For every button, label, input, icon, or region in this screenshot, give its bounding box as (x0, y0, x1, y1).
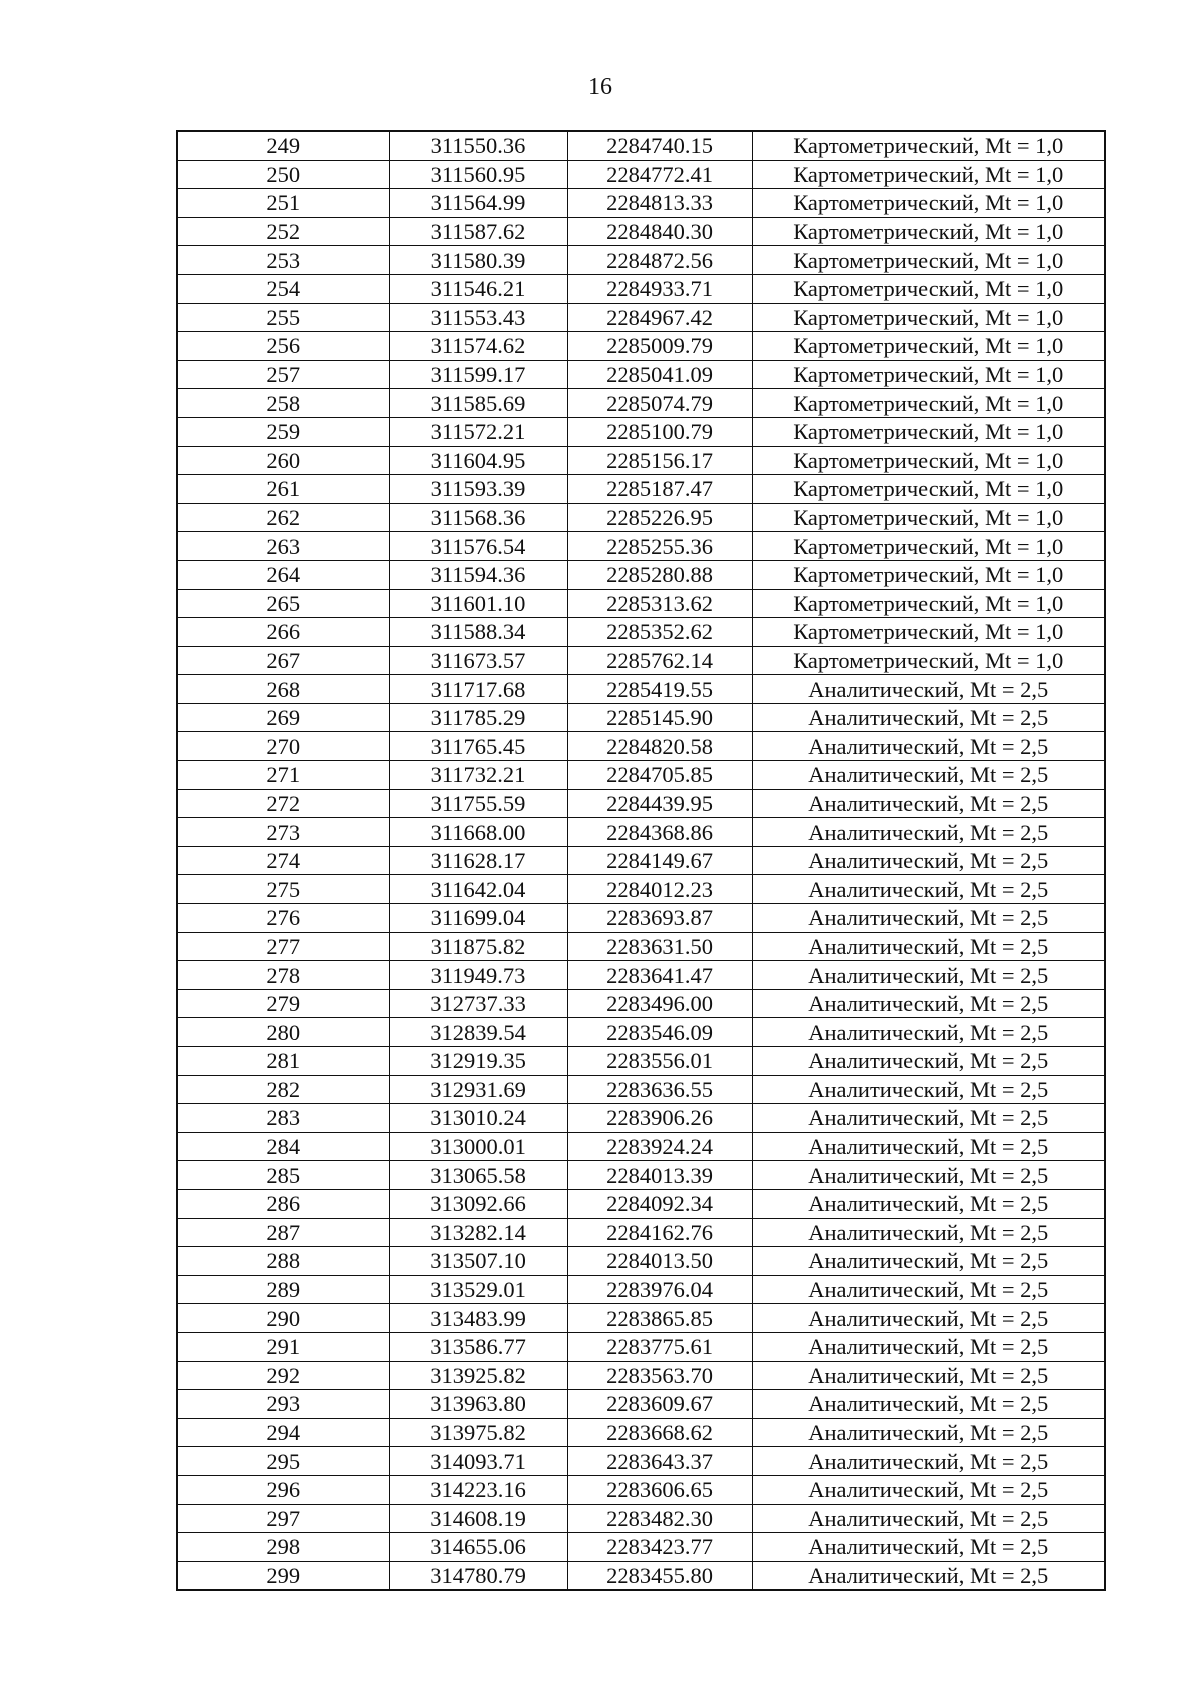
point-number-cell: 279 (177, 989, 389, 1018)
point-number-cell: 267 (177, 646, 389, 675)
y-coordinate-cell: 2284772.41 (567, 160, 752, 189)
table-row (177, 761, 1105, 790)
x-coordinate-cell: 311572.21 (389, 417, 567, 446)
x-coordinate-cell: 312931.69 (389, 1075, 567, 1104)
y-coordinate-cell: 2284820.58 (567, 732, 752, 761)
x-coordinate-cell: 312919.35 (389, 1047, 567, 1076)
point-number-cell: 286 (177, 1189, 389, 1218)
point-number-cell: 278 (177, 961, 389, 990)
method-cell: Картометрический, Mt = 1,0 (752, 160, 1105, 189)
table-row (177, 189, 1105, 218)
table-row (177, 1218, 1105, 1247)
point-number-cell: 293 (177, 1390, 389, 1419)
point-number-cell: 265 (177, 589, 389, 618)
x-coordinate-cell: 311593.39 (389, 475, 567, 504)
x-coordinate-cell: 311553.43 (389, 303, 567, 332)
table-row (177, 618, 1105, 647)
table-row (177, 675, 1105, 704)
table-row (177, 1447, 1105, 1476)
x-coordinate-cell: 314093.71 (389, 1447, 567, 1476)
method-cell: Аналитический, Mt = 2,5 (752, 904, 1105, 933)
method-cell: Аналитический, Mt = 2,5 (752, 818, 1105, 847)
point-number-cell: 254 (177, 274, 389, 303)
y-coordinate-cell: 2285074.79 (567, 389, 752, 418)
x-coordinate-cell: 311717.68 (389, 675, 567, 704)
x-coordinate-cell: 314223.16 (389, 1475, 567, 1504)
table-row (177, 646, 1105, 675)
method-cell: Аналитический, Mt = 2,5 (752, 1304, 1105, 1333)
y-coordinate-cell: 2283865.85 (567, 1304, 752, 1333)
method-cell: Картометрический, Mt = 1,0 (752, 189, 1105, 218)
y-coordinate-cell: 2284967.42 (567, 303, 752, 332)
point-number-cell: 251 (177, 189, 389, 218)
x-coordinate-cell: 311765.45 (389, 732, 567, 761)
y-coordinate-cell: 2283609.67 (567, 1390, 752, 1419)
point-number-cell: 249 (177, 131, 389, 160)
table-row (177, 1018, 1105, 1047)
point-number-cell: 292 (177, 1361, 389, 1390)
x-coordinate-cell: 313586.77 (389, 1332, 567, 1361)
y-coordinate-cell: 2283606.65 (567, 1475, 752, 1504)
y-coordinate-cell: 2285187.47 (567, 475, 752, 504)
method-cell: Аналитический, Mt = 2,5 (752, 1132, 1105, 1161)
y-coordinate-cell: 2283976.04 (567, 1275, 752, 1304)
y-coordinate-cell: 2283423.77 (567, 1533, 752, 1562)
x-coordinate-cell: 314655.06 (389, 1533, 567, 1562)
y-coordinate-cell: 2284872.56 (567, 246, 752, 275)
x-coordinate-cell: 311599.17 (389, 360, 567, 389)
method-cell: Аналитический, Mt = 2,5 (752, 789, 1105, 818)
table-row (177, 274, 1105, 303)
table-row (177, 217, 1105, 246)
x-coordinate-cell: 311587.62 (389, 217, 567, 246)
y-coordinate-cell: 2285419.55 (567, 675, 752, 704)
y-coordinate-cell: 2285313.62 (567, 589, 752, 618)
method-cell: Аналитический, Mt = 2,5 (752, 932, 1105, 961)
method-cell: Аналитический, Mt = 2,5 (752, 1161, 1105, 1190)
point-number-cell: 270 (177, 732, 389, 761)
x-coordinate-cell: 311601.10 (389, 589, 567, 618)
x-coordinate-cell: 311564.99 (389, 189, 567, 218)
table-row (177, 732, 1105, 761)
x-coordinate-cell: 312839.54 (389, 1018, 567, 1047)
table-row (177, 989, 1105, 1018)
point-number-cell: 287 (177, 1218, 389, 1247)
table-row (177, 932, 1105, 961)
method-cell: Аналитический, Mt = 2,5 (752, 1275, 1105, 1304)
coordinates-table (176, 130, 1106, 1591)
y-coordinate-cell: 2283556.01 (567, 1047, 752, 1076)
y-coordinate-cell: 2283455.80 (567, 1561, 752, 1590)
method-cell: Картометрический, Mt = 1,0 (752, 417, 1105, 446)
method-cell: Картометрический, Mt = 1,0 (752, 274, 1105, 303)
table-row (177, 703, 1105, 732)
table-row (177, 503, 1105, 532)
point-number-cell: 290 (177, 1304, 389, 1333)
table-row (177, 1189, 1105, 1218)
y-coordinate-cell: 2284813.33 (567, 189, 752, 218)
method-cell: Картометрический, Mt = 1,0 (752, 646, 1105, 675)
point-number-cell: 288 (177, 1247, 389, 1276)
y-coordinate-cell: 2284149.67 (567, 846, 752, 875)
point-number-cell: 257 (177, 360, 389, 389)
table-row (177, 961, 1105, 990)
method-cell: Аналитический, Mt = 2,5 (752, 1475, 1105, 1504)
method-cell: Картометрический, Mt = 1,0 (752, 246, 1105, 275)
x-coordinate-cell: 311588.34 (389, 618, 567, 647)
table-row (177, 1161, 1105, 1190)
point-number-cell: 261 (177, 475, 389, 504)
y-coordinate-cell: 2284439.95 (567, 789, 752, 818)
point-number-cell: 280 (177, 1018, 389, 1047)
method-cell: Картометрический, Mt = 1,0 (752, 560, 1105, 589)
method-cell: Аналитический, Mt = 2,5 (752, 1218, 1105, 1247)
method-cell: Аналитический, Mt = 2,5 (752, 1018, 1105, 1047)
method-cell: Картометрический, Mt = 1,0 (752, 389, 1105, 418)
table-row (177, 131, 1105, 160)
point-number-cell: 259 (177, 417, 389, 446)
table-row (177, 360, 1105, 389)
point-number-cell: 260 (177, 446, 389, 475)
table-row (177, 1332, 1105, 1361)
point-number-cell: 253 (177, 246, 389, 275)
point-number-cell: 264 (177, 560, 389, 589)
point-number-cell: 263 (177, 532, 389, 561)
page-number: 16 (588, 74, 612, 100)
x-coordinate-cell: 311568.36 (389, 503, 567, 532)
x-coordinate-cell: 312737.33 (389, 989, 567, 1018)
y-coordinate-cell: 2285255.36 (567, 532, 752, 561)
table-row (177, 332, 1105, 361)
y-coordinate-cell: 2284740.15 (567, 131, 752, 160)
method-cell: Аналитический, Mt = 2,5 (752, 875, 1105, 904)
table-row (177, 389, 1105, 418)
y-coordinate-cell: 2283693.87 (567, 904, 752, 933)
point-number-cell: 273 (177, 818, 389, 847)
x-coordinate-cell: 313065.58 (389, 1161, 567, 1190)
x-coordinate-cell: 313282.14 (389, 1218, 567, 1247)
table-row (177, 532, 1105, 561)
x-coordinate-cell: 311755.59 (389, 789, 567, 818)
x-coordinate-cell: 314608.19 (389, 1504, 567, 1533)
x-coordinate-cell: 313975.82 (389, 1418, 567, 1447)
y-coordinate-cell: 2283631.50 (567, 932, 752, 961)
method-cell: Картометрический, Mt = 1,0 (752, 503, 1105, 532)
table-row (177, 1275, 1105, 1304)
table-row (177, 789, 1105, 818)
point-number-cell: 250 (177, 160, 389, 189)
x-coordinate-cell: 311576.54 (389, 532, 567, 561)
point-number-cell: 291 (177, 1332, 389, 1361)
x-coordinate-cell: 311628.17 (389, 846, 567, 875)
method-cell: Аналитический, Mt = 2,5 (752, 989, 1105, 1018)
point-number-cell: 277 (177, 932, 389, 961)
method-cell: Аналитический, Mt = 2,5 (752, 1561, 1105, 1590)
table-row (177, 1304, 1105, 1333)
y-coordinate-cell: 2284012.23 (567, 875, 752, 904)
point-number-cell: 275 (177, 875, 389, 904)
y-coordinate-cell: 2284162.76 (567, 1218, 752, 1247)
y-coordinate-cell: 2283496.00 (567, 989, 752, 1018)
method-cell: Картометрический, Mt = 1,0 (752, 618, 1105, 647)
method-cell: Картометрический, Mt = 1,0 (752, 589, 1105, 618)
x-coordinate-cell: 313529.01 (389, 1275, 567, 1304)
point-number-cell: 298 (177, 1533, 389, 1562)
y-coordinate-cell: 2283643.37 (567, 1447, 752, 1476)
y-coordinate-cell: 2283906.26 (567, 1104, 752, 1133)
y-coordinate-cell: 2285041.09 (567, 360, 752, 389)
table-row (177, 589, 1105, 618)
table-row (177, 1561, 1105, 1590)
method-cell: Картометрический, Mt = 1,0 (752, 332, 1105, 361)
table-row (177, 475, 1105, 504)
table-row (177, 160, 1105, 189)
point-number-cell: 262 (177, 503, 389, 532)
table-row (177, 846, 1105, 875)
x-coordinate-cell: 313000.01 (389, 1132, 567, 1161)
table-row (177, 1390, 1105, 1419)
method-cell: Аналитический, Mt = 2,5 (752, 1390, 1105, 1419)
point-number-cell: 284 (177, 1132, 389, 1161)
method-cell: Аналитический, Mt = 2,5 (752, 1418, 1105, 1447)
x-coordinate-cell: 311604.95 (389, 446, 567, 475)
x-coordinate-cell: 311785.29 (389, 703, 567, 732)
point-number-cell: 258 (177, 389, 389, 418)
point-number-cell: 283 (177, 1104, 389, 1133)
x-coordinate-cell: 311673.57 (389, 646, 567, 675)
y-coordinate-cell: 2285226.95 (567, 503, 752, 532)
table-row (177, 560, 1105, 589)
method-cell: Аналитический, Mt = 2,5 (752, 846, 1105, 875)
table-row (177, 1361, 1105, 1390)
method-cell: Картометрический, Mt = 1,0 (752, 217, 1105, 246)
y-coordinate-cell: 2284368.86 (567, 818, 752, 847)
point-number-cell: 299 (177, 1561, 389, 1590)
table-row (177, 1047, 1105, 1076)
method-cell: Аналитический, Mt = 2,5 (752, 675, 1105, 704)
x-coordinate-cell: 311875.82 (389, 932, 567, 961)
x-coordinate-cell: 311546.21 (389, 274, 567, 303)
x-coordinate-cell: 311585.69 (389, 389, 567, 418)
y-coordinate-cell: 2283482.30 (567, 1504, 752, 1533)
point-number-cell: 276 (177, 904, 389, 933)
x-coordinate-cell: 311668.00 (389, 818, 567, 847)
y-coordinate-cell: 2285009.79 (567, 332, 752, 361)
x-coordinate-cell: 313963.80 (389, 1390, 567, 1419)
method-cell: Аналитический, Mt = 2,5 (752, 1189, 1105, 1218)
x-coordinate-cell: 313483.99 (389, 1304, 567, 1333)
table-row (177, 1247, 1105, 1276)
x-coordinate-cell: 311594.36 (389, 560, 567, 589)
y-coordinate-cell: 2283668.62 (567, 1418, 752, 1447)
y-coordinate-cell: 2283924.24 (567, 1132, 752, 1161)
point-number-cell: 272 (177, 789, 389, 818)
point-number-cell: 294 (177, 1418, 389, 1447)
method-cell: Аналитический, Mt = 2,5 (752, 1361, 1105, 1390)
method-cell: Аналитический, Mt = 2,5 (752, 761, 1105, 790)
point-number-cell: 268 (177, 675, 389, 704)
table-row (177, 818, 1105, 847)
point-number-cell: 269 (177, 703, 389, 732)
point-number-cell: 274 (177, 846, 389, 875)
y-coordinate-cell: 2283546.09 (567, 1018, 752, 1047)
x-coordinate-cell: 311642.04 (389, 875, 567, 904)
x-coordinate-cell: 311949.73 (389, 961, 567, 990)
x-coordinate-cell: 313507.10 (389, 1247, 567, 1276)
y-coordinate-cell: 2283636.55 (567, 1075, 752, 1104)
table-row (177, 1075, 1105, 1104)
method-cell: Картометрический, Mt = 1,0 (752, 475, 1105, 504)
method-cell: Картометрический, Mt = 1,0 (752, 532, 1105, 561)
y-coordinate-cell: 2285352.62 (567, 618, 752, 647)
point-number-cell: 256 (177, 332, 389, 361)
y-coordinate-cell: 2285280.88 (567, 560, 752, 589)
table-row (177, 1475, 1105, 1504)
y-coordinate-cell: 2283775.61 (567, 1332, 752, 1361)
x-coordinate-cell: 313925.82 (389, 1361, 567, 1390)
table-row (177, 417, 1105, 446)
table-row (177, 1418, 1105, 1447)
method-cell: Аналитический, Mt = 2,5 (752, 1104, 1105, 1133)
point-number-cell: 271 (177, 761, 389, 790)
point-number-cell: 297 (177, 1504, 389, 1533)
y-coordinate-cell: 2284092.34 (567, 1189, 752, 1218)
method-cell: Аналитический, Mt = 2,5 (752, 703, 1105, 732)
y-coordinate-cell: 2283563.70 (567, 1361, 752, 1390)
point-number-cell: 281 (177, 1047, 389, 1076)
table-row (177, 446, 1105, 475)
point-number-cell: 289 (177, 1275, 389, 1304)
y-coordinate-cell: 2285156.17 (567, 446, 752, 475)
x-coordinate-cell: 314780.79 (389, 1561, 567, 1590)
y-coordinate-cell: 2283641.47 (567, 961, 752, 990)
y-coordinate-cell: 2284013.39 (567, 1161, 752, 1190)
y-coordinate-cell: 2284013.50 (567, 1247, 752, 1276)
method-cell: Картометрический, Mt = 1,0 (752, 360, 1105, 389)
y-coordinate-cell: 2285145.90 (567, 703, 752, 732)
method-cell: Аналитический, Mt = 2,5 (752, 1504, 1105, 1533)
method-cell: Аналитический, Mt = 2,5 (752, 1332, 1105, 1361)
point-number-cell: 282 (177, 1075, 389, 1104)
method-cell: Аналитический, Mt = 2,5 (752, 961, 1105, 990)
table-row (177, 1132, 1105, 1161)
table-row (177, 875, 1105, 904)
point-number-cell: 296 (177, 1475, 389, 1504)
table-row (177, 246, 1105, 275)
y-coordinate-cell: 2284705.85 (567, 761, 752, 790)
method-cell: Аналитический, Mt = 2,5 (752, 1447, 1105, 1476)
point-number-cell: 295 (177, 1447, 389, 1476)
method-cell: Картометрический, Mt = 1,0 (752, 446, 1105, 475)
coordinates-table-body (177, 131, 1105, 1590)
method-cell: Аналитический, Mt = 2,5 (752, 1247, 1105, 1276)
x-coordinate-cell: 311732.21 (389, 761, 567, 790)
method-cell: Аналитический, Mt = 2,5 (752, 1533, 1105, 1562)
x-coordinate-cell: 311699.04 (389, 904, 567, 933)
table-row (177, 904, 1105, 933)
table-row (177, 1104, 1105, 1133)
x-coordinate-cell: 311574.62 (389, 332, 567, 361)
y-coordinate-cell: 2284840.30 (567, 217, 752, 246)
method-cell: Аналитический, Mt = 2,5 (752, 1075, 1105, 1104)
table-row (177, 303, 1105, 332)
point-number-cell: 255 (177, 303, 389, 332)
method-cell: Картометрический, Mt = 1,0 (752, 131, 1105, 160)
table-row (177, 1533, 1105, 1562)
x-coordinate-cell: 313010.24 (389, 1104, 567, 1133)
point-number-cell: 266 (177, 618, 389, 647)
method-cell: Аналитический, Mt = 2,5 (752, 732, 1105, 761)
x-coordinate-cell: 311550.36 (389, 131, 567, 160)
point-number-cell: 285 (177, 1161, 389, 1190)
table-row (177, 1504, 1105, 1533)
x-coordinate-cell: 311560.95 (389, 160, 567, 189)
y-coordinate-cell: 2285100.79 (567, 417, 752, 446)
x-coordinate-cell: 311580.39 (389, 246, 567, 275)
y-coordinate-cell: 2285762.14 (567, 646, 752, 675)
y-coordinate-cell: 2284933.71 (567, 274, 752, 303)
method-cell: Картометрический, Mt = 1,0 (752, 303, 1105, 332)
method-cell: Аналитический, Mt = 2,5 (752, 1047, 1105, 1076)
point-number-cell: 252 (177, 217, 389, 246)
x-coordinate-cell: 313092.66 (389, 1189, 567, 1218)
